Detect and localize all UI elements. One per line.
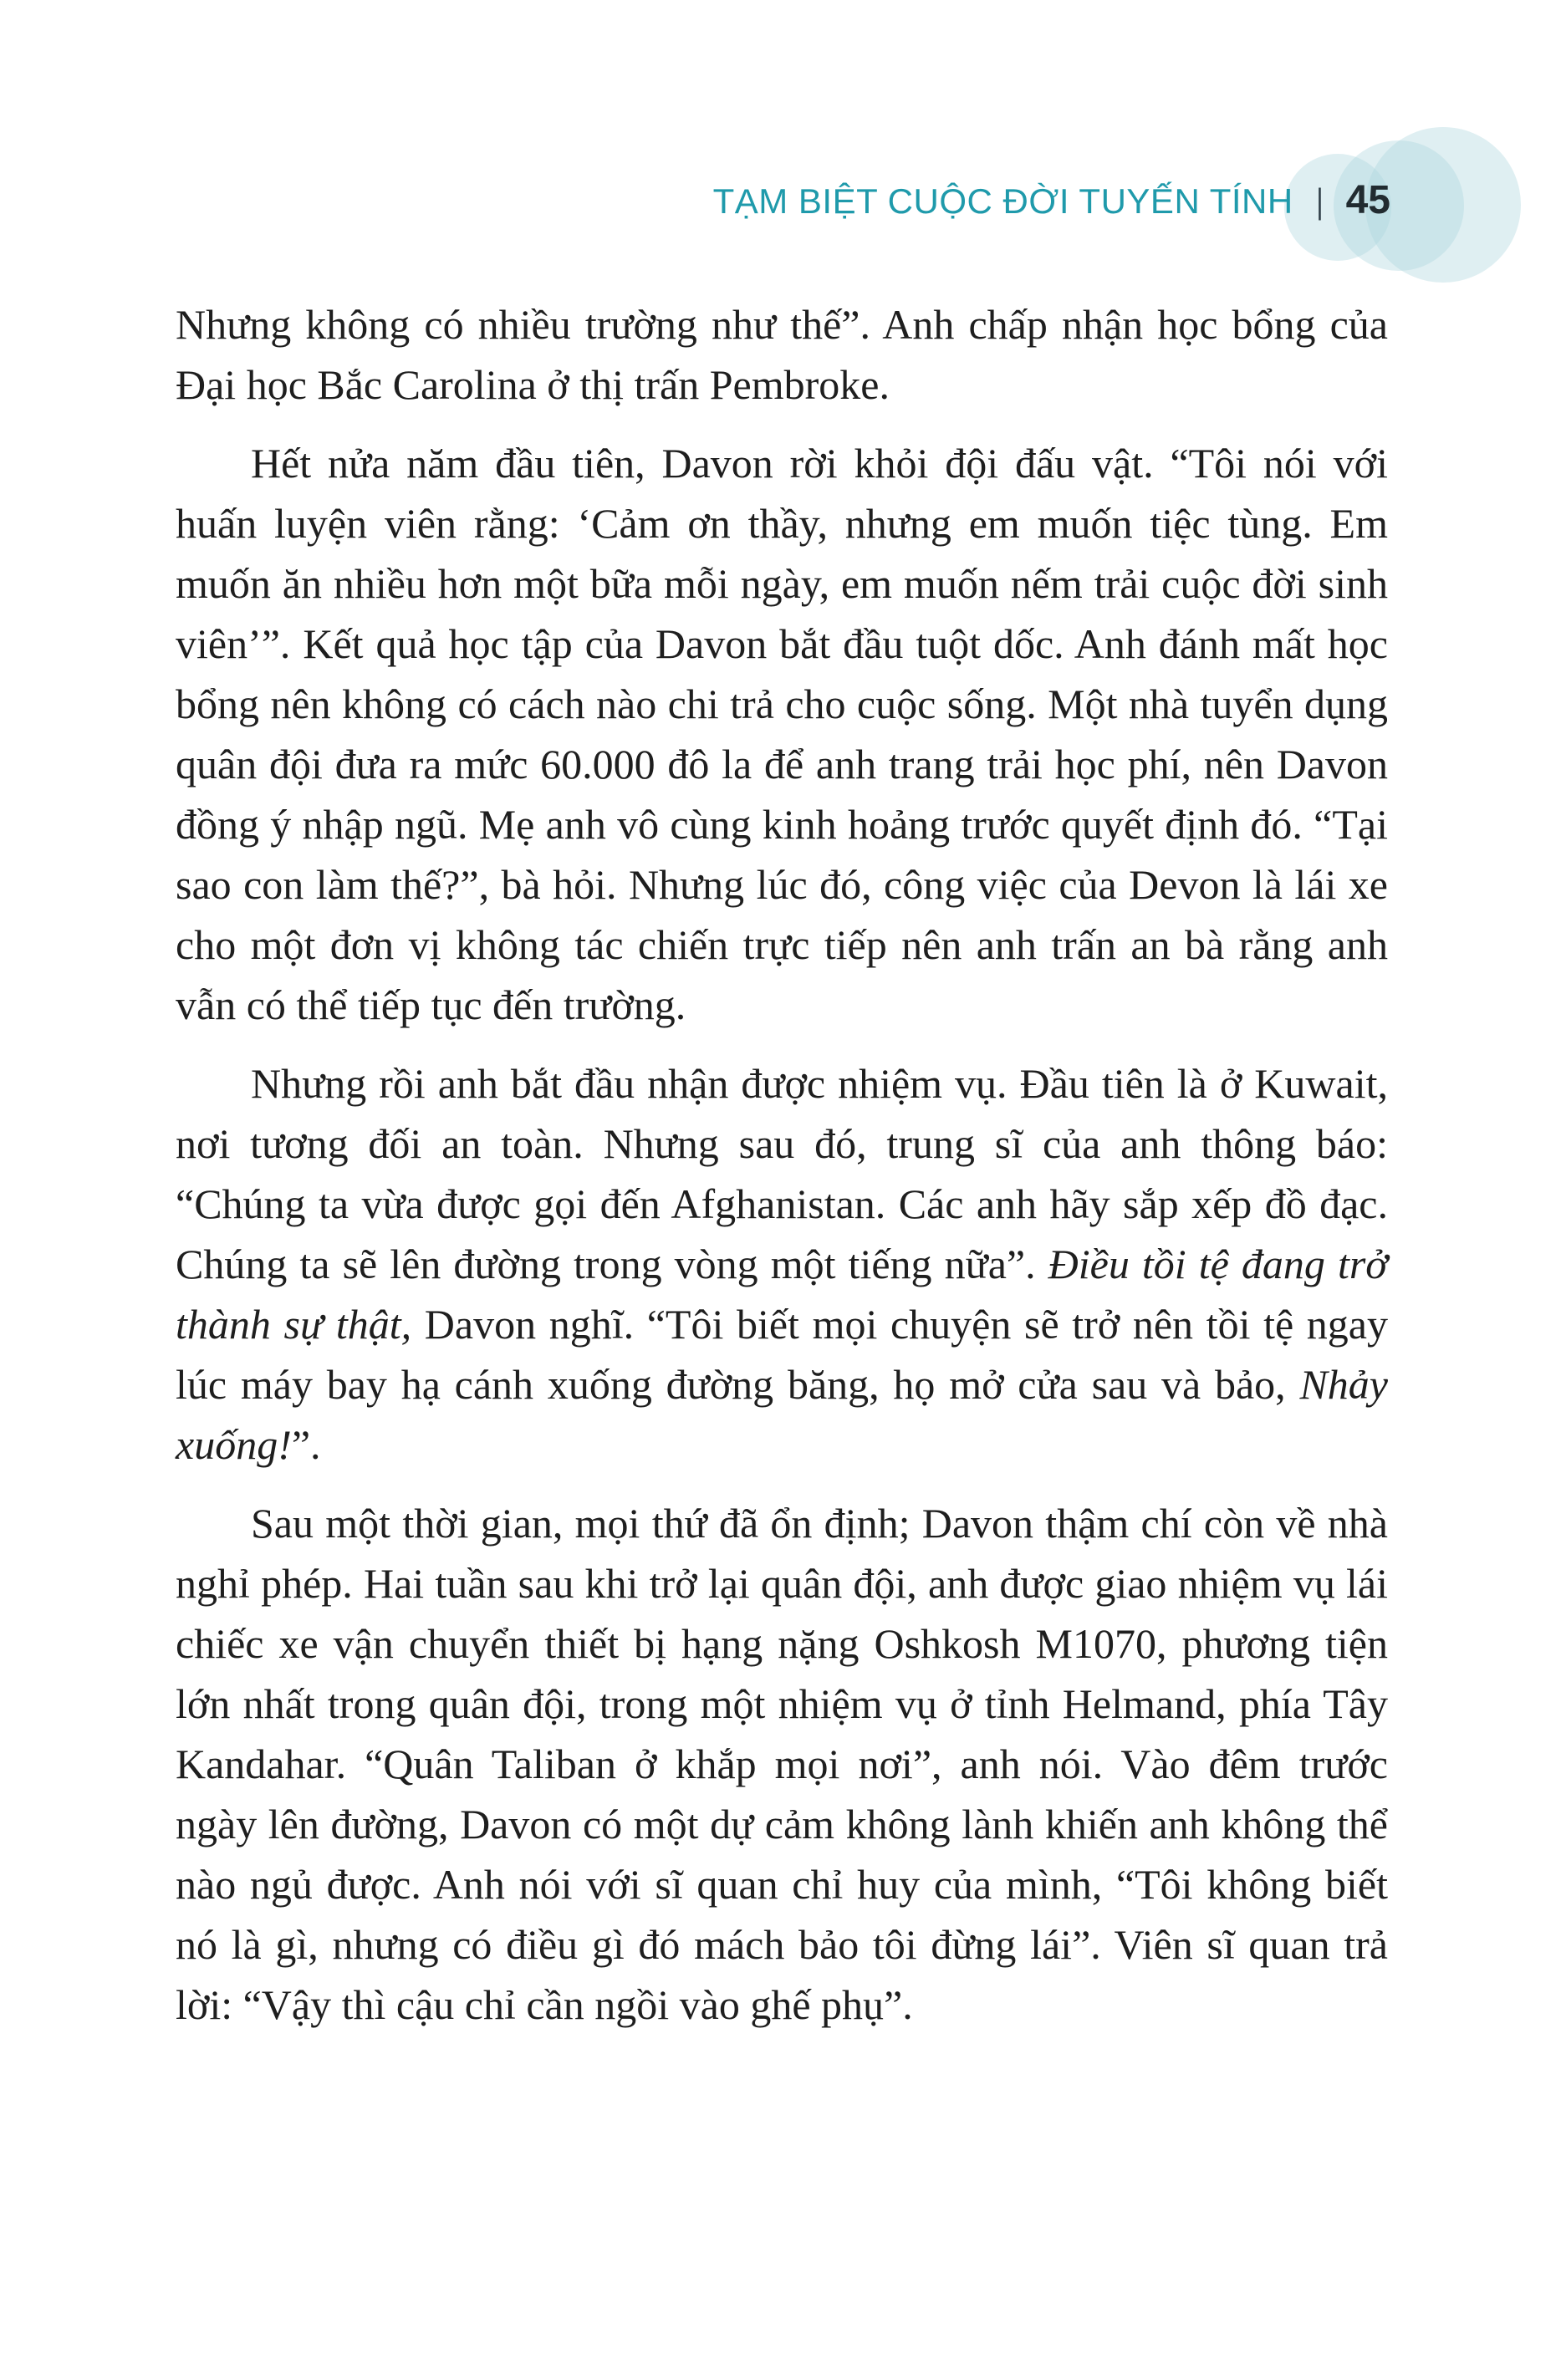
header-separator: | <box>1316 181 1324 221</box>
paragraph <box>176 294 1388 415</box>
text-run: Điều tồi tệ đang trở thành sự thật, <box>176 1241 1388 1348</box>
text-run: ”. <box>291 1421 321 1468</box>
page-number: 45 <box>1345 178 1390 222</box>
page-body <box>176 294 1388 2035</box>
chapter-title: TẠM BIỆT CUỘC ĐỜI TUYẾN TÍNH <box>712 181 1293 221</box>
text-run: Davon nghĩ. “Tôi biết mọi chuyện sẽ trở nên tồi tệ ngay lúc máy bay hạ cánh xuống đường băng, họ mở cửa sau và bảo, <box>176 1301 1388 1408</box>
paragraph <box>176 1493 1388 2035</box>
paragraph <box>176 1053 1388 1475</box>
text-run: Nhưng rồi anh bắt đầu nhận được nhiệm vụ. Đầu tiên là ở Kuwait, nơi tương đối an toàn. Nhưng sau đó, trung sĩ của anh thông báo: “Chúng ta vừa được gọi đến Afghanistan. Các anh hãy sắp xếp đồ đạc. Chúng ta sẽ lên đường trong vòng một tiếng nữa”. <box>176 1060 1388 1287</box>
text-run: Sau một thời gian, mọi thứ đã ổn định; Davon thậm chí còn về nhà nghỉ phép. Hai tuần sau khi trở lại quân đội, anh được giao nhiệm vụ lái chiếc xe vận chuyển thiết bị hạng nặng Oshkosh M1070, phương tiện lớn nhất trong quân đội, trong một nhiệm vụ ở tỉnh Helmand, phía Tây Kandahar. “Quân Taliban ở khắp mọi nơi”, anh nói. Vào đêm trước ngày lên đường, Davon có một dự cảm không lành khiến anh không thể nào ngủ được. Anh nói với sĩ quan chỉ huy của mình, “Tôi không biết nó là gì, nhưng có điều gì đó mách bảo tôi đừng lái”. Viên sĩ quan trả lời: “Vậy thì cậu chỉ cần ngồi vào ghế phụ”. <box>176 1500 1388 2028</box>
text-run: Hết nửa năm đầu tiên, Davon rời khỏi đội đấu vật. “Tôi nói với huấn luyện viên rằng: ‘Cảm ơn thầy, nhưng em muốn tiệc tùng. Em muốn ăn nhiều hơn một bữa mỗi ngày, em muốn nếm trải cuộc đời sinh viên’”. Kết quả học tập của Davon bắt đầu tuột dốc. Anh đánh mất học bổng nên không có cách nào chi trả cho cuộc sống. Một nhà tuyển dụng quân đội đưa ra mức 60.000 đô la để anh trang trải học phí, nên Davon đồng ý nhập ngũ. Mẹ anh vô cùng kinh hoảng trước quyết định đó. “Tại sao con làm thế?”, bà hỏi. Nhưng lúc đó, công việc của Devon là lái xe cho một đơn vị không tác chiến trực tiếp nên anh trấn an bà rằng anh vẫn có thể tiếp tục đến trường. <box>176 440 1388 1028</box>
running-header <box>713 177 1390 223</box>
text-run: Nhưng không có nhiều trường như thế”. Anh chấp nhận học bổng của Đại học Bắc Carolina ở thị trấn Pembroke. <box>176 301 1388 408</box>
paragraph <box>176 433 1388 1035</box>
text-run: Nhảy xuống! <box>176 1361 1388 1468</box>
